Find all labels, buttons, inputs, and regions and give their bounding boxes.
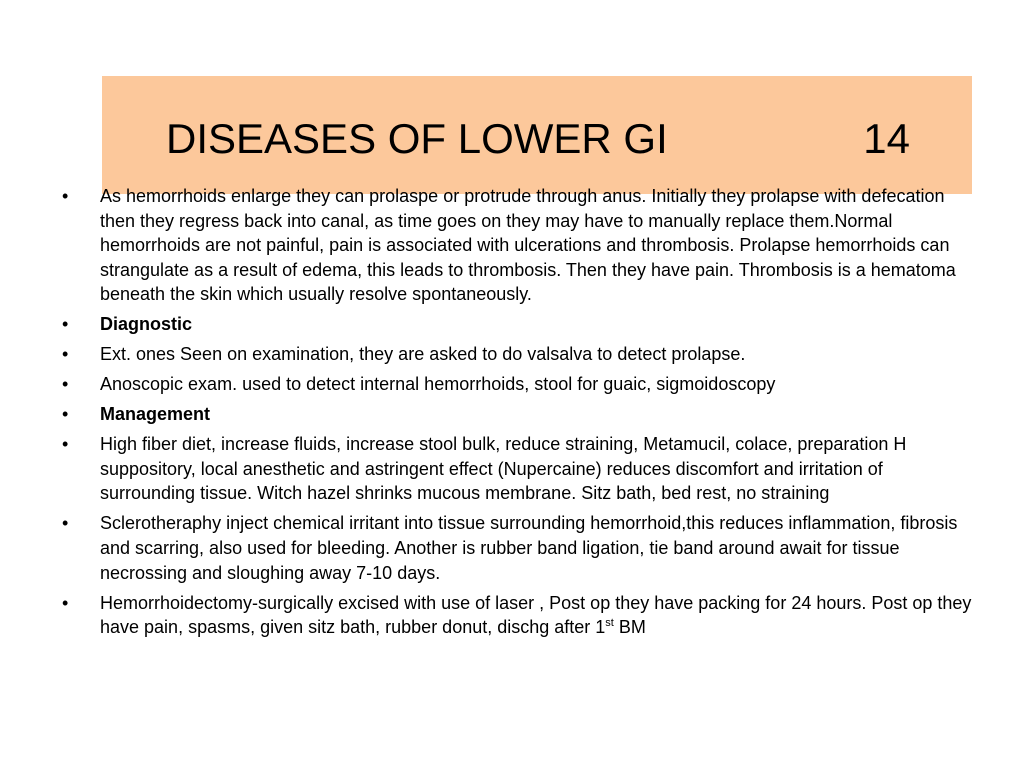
bullet-text-main: Hemorrhoidectomy-surgically excised with use of laser , Post op they have packing for 24 hours. Post op they have pain, spasms, given sitz bath, rubber donut, dischg after 1 xyxy=(100,592,972,638)
bullet-list xyxy=(62,184,972,645)
bullet-text: As hemorrhoids enlarge they can prolaspe or protrude through anus. Initially they prolapse with defecation then they regress back into canal, as time goes on they may have to manually replace them.Normal hemorrhoids are not painful, pain is associated with ulcerations and thrombosis. Prolapse hemorrhoids can strangulate as a result of edema, this leads to thrombosis. Then they have pain. Thrombosis is a hematoma beneath the skin which usually resolve spontaneously. xyxy=(100,186,956,305)
bullet-text: Diagnostic xyxy=(100,314,193,335)
bullet-text: Ext. ones Seen on examination, they are asked to do valsalva to detect prolapse. xyxy=(100,344,746,365)
bullet-icon: • xyxy=(62,404,69,425)
bullet-icon: • xyxy=(62,374,69,395)
bullet-icon: • xyxy=(62,592,69,613)
bullet-text: High fiber diet, increase fluids, increase stool bulk, reduce straining, Metamucil, colace, preparation H suppository, local anesthetic and astringent effect (Nupercaine) reduces discomfort and irritation of surrounding tissue. Witch hazel shrinks mucous membrane. Sitz bath, bed rest, no straining xyxy=(100,434,907,504)
bullet-high-fiber-diet xyxy=(62,432,972,506)
bullet-sclerotherapy xyxy=(62,511,972,585)
bullet-text: Sclerotheraphy inject chemical irritant into tissue surrounding hemorrhoid,this reduces inflammation, fibrosis and scarring, also used for bleeding. Another is rubber band ligation, tie band around await for tissue necrossing and sloughing away 7-10 days. xyxy=(100,513,958,583)
bullet-external-exam xyxy=(62,342,972,367)
bullet-icon: • xyxy=(62,314,69,335)
bullet-icon: • xyxy=(62,434,69,455)
slide-title-text: DISEASES OF LOWER GI xyxy=(166,115,668,162)
bullet-anoscopic-exam xyxy=(62,372,972,397)
bullet-hemorrhoid-prolapse xyxy=(62,184,972,307)
bullet-icon: • xyxy=(62,344,69,365)
slide-page-number: 14 xyxy=(863,115,910,162)
bullet-text xyxy=(100,593,971,638)
bullet-text: Anoscopic exam. used to detect internal hemorrhoids, stool for guaic, sigmoidoscopy xyxy=(100,374,776,395)
bullet-management-heading xyxy=(62,402,972,427)
slide-title xyxy=(166,114,910,164)
bullet-diagnostic-heading xyxy=(62,312,972,337)
bullet-text-tail: BM xyxy=(613,617,646,638)
bullet-text: Management xyxy=(100,404,211,425)
bullet-hemorrhoidectomy xyxy=(62,591,972,640)
superscript-st: st xyxy=(605,617,614,630)
bullet-icon: • xyxy=(62,186,69,206)
bullet-icon: • xyxy=(62,513,69,534)
